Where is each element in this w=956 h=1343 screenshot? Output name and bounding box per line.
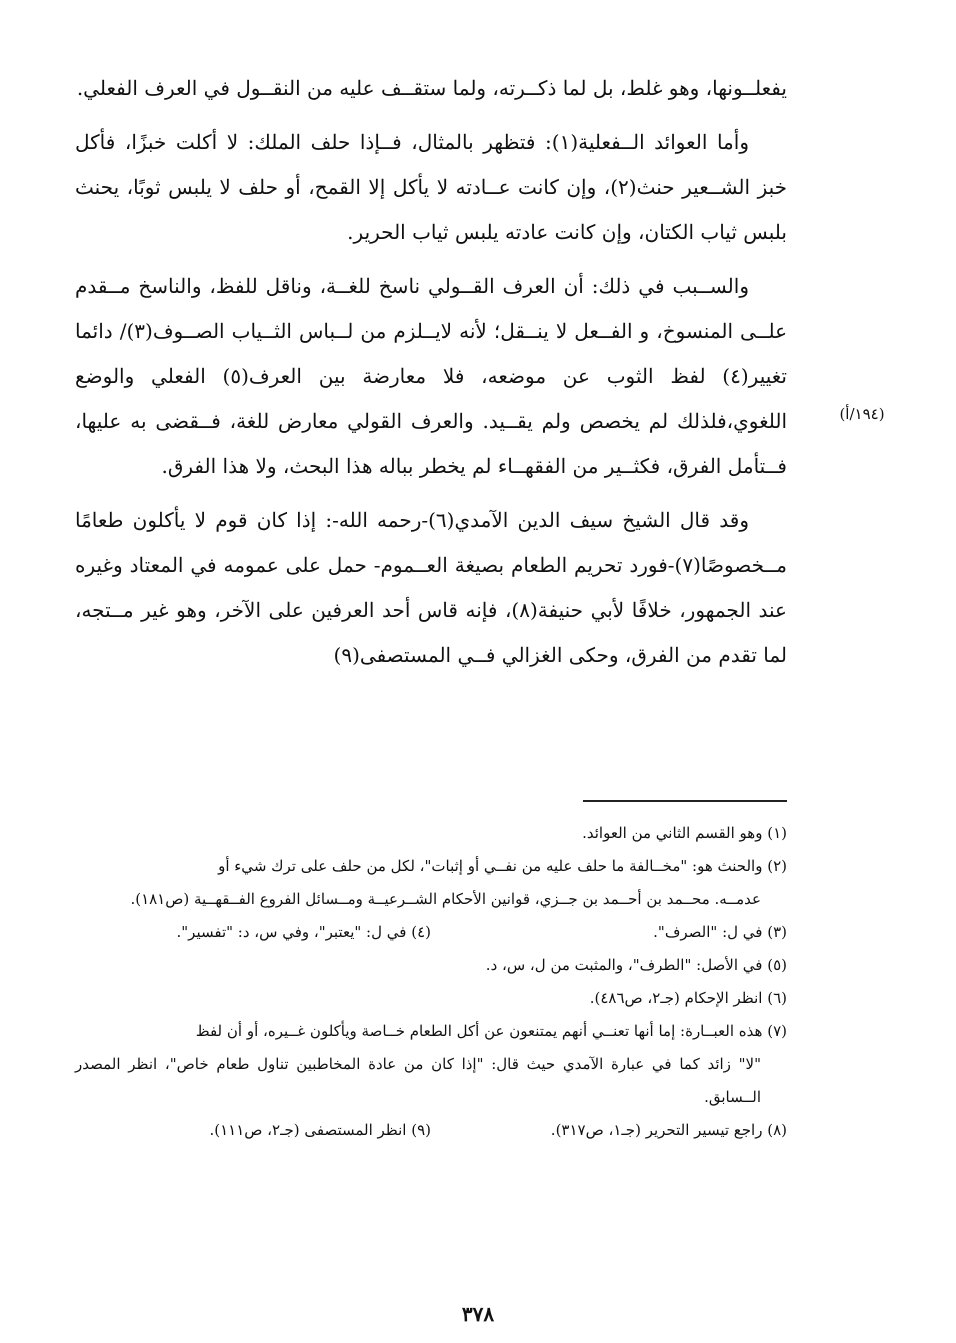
footnote-row-3-4 [75,916,787,949]
footnote-5: (٥) في الأصل: "الطرف"، والمثبت من ل، س، د. [485,956,787,974]
footnote-row-8-9 [75,1114,787,1147]
footnote-8: (٨) راجع تيسير التحرير (جـ١، ص٣١٧). [550,1121,787,1139]
footnote-2-line: (٢) والحنث هو: "مخــالفة ما حلف عليه من نفــي أو إثبات"، لكل من حلف على ترك شيء أو [218,857,787,875]
footnotes [75,817,787,1147]
footnote-7 [75,1015,787,1114]
footnote-9: (٩) انظر المستصفى (جـ٢، ص١١١). [209,1121,431,1139]
footnote-7-continuation: "لا" زائد كما في عبارة الآمدي حيث قال: "إذا كان من عادة المخاطبين تناول طعام خاص"، انظر المصدر الــسابق. [75,1055,761,1106]
paragraph-2: وأما العوائد الــفعلية(١): فتظهر بالمثال، فــإذا حلف الملك: لا أكلت خبزًا، فأكل خبز الشــعير حنث(٢)، وإن كانت عــادته لا يأكل إلا القمح، أو حلف لا يلبس ثوبًا، يحنث بلبس ثياب الكتان، وإن كانت عادته يلبس ثياب الحرير. [75,130,788,244]
page-number: ٣٧٨ [461,1302,495,1326]
footnote-separator [583,800,787,802]
main-text [75,66,787,678]
manuscript-folio-note: (١٩٤/أ) [839,405,885,423]
paragraph-3: والســبب في ذلك: أن العرف القــولي ناسخ للغــة، وناقل للفظ، والناسخ مــقدم علــى المنسوخ، و الفــعل لا ينــقل؛ لأنه لايــلزم من لــباس الثــياب الصــوف(٣)/ دائما تغيير(٤) لفظ الثوب عن موضعه، فلا معارضة بين العرف(٥) الفعلي والوضع اللغوي،فلذلك لم يخصص ولم يقــيد. والعرف القولي معارض للغة، فــقضى به عليها، فــتأمل الفرق، فكثــير من الفقهــاء لم يخطر بباله هذا البحث، ولا هذا الفرق. [75,274,788,478]
footnote-2-continuation: عدمــه. محــمد بن أحــمد بن جــزي، قوانين الأحكام الشــرعيــة ومــسائل الفروع الفــقهــية (ص١٨١). [130,890,761,908]
footnote-6: (٦) انظر الإحكام (جـ٢، ص٤٨٦). [589,989,787,1007]
paragraph-4: وقد قال الشيخ سيف الدين الآمدي(٦)-رحمه الله-: إذا كان قوم لا يأكلون طعامًا مــخصوصًا(٧)-فورد تحريم الطعام بصيغة العــموم- حمل على عمومه في المعتاد وغيره عند الجمهور، خلافًا لأبي حنيفة(٨)، فإنه قاس أحد العرفين على الآخر، وهو غير مــتجه، لما تقدم من الفرق، وحكى الغزالي فــي المستصفى(٩) [75,508,787,667]
footnote-7-line: (٧) هذه العبــارة: إما أنها تعنــي أنهم يمتنعون عن أكل الطعام خــاصة ويأكلون غــيره، أو أن لفظ [195,1022,787,1040]
footnote-2 [75,850,787,916]
paragraph-1: يفعلــونها، وهو غلط، بل لما ذكــرته، ولما ستقــف عليه من النقــول في العرف الفعلي. [76,76,787,100]
footnote-3: (٣) في ل: "الصرف". [653,923,787,941]
footnote-1: (١) وهو القسم الثاني من العوائد. [582,824,787,842]
footnote-4: (٤) في ل: "يعتبر"، وفي س، د: "تفسير". [176,923,431,941]
